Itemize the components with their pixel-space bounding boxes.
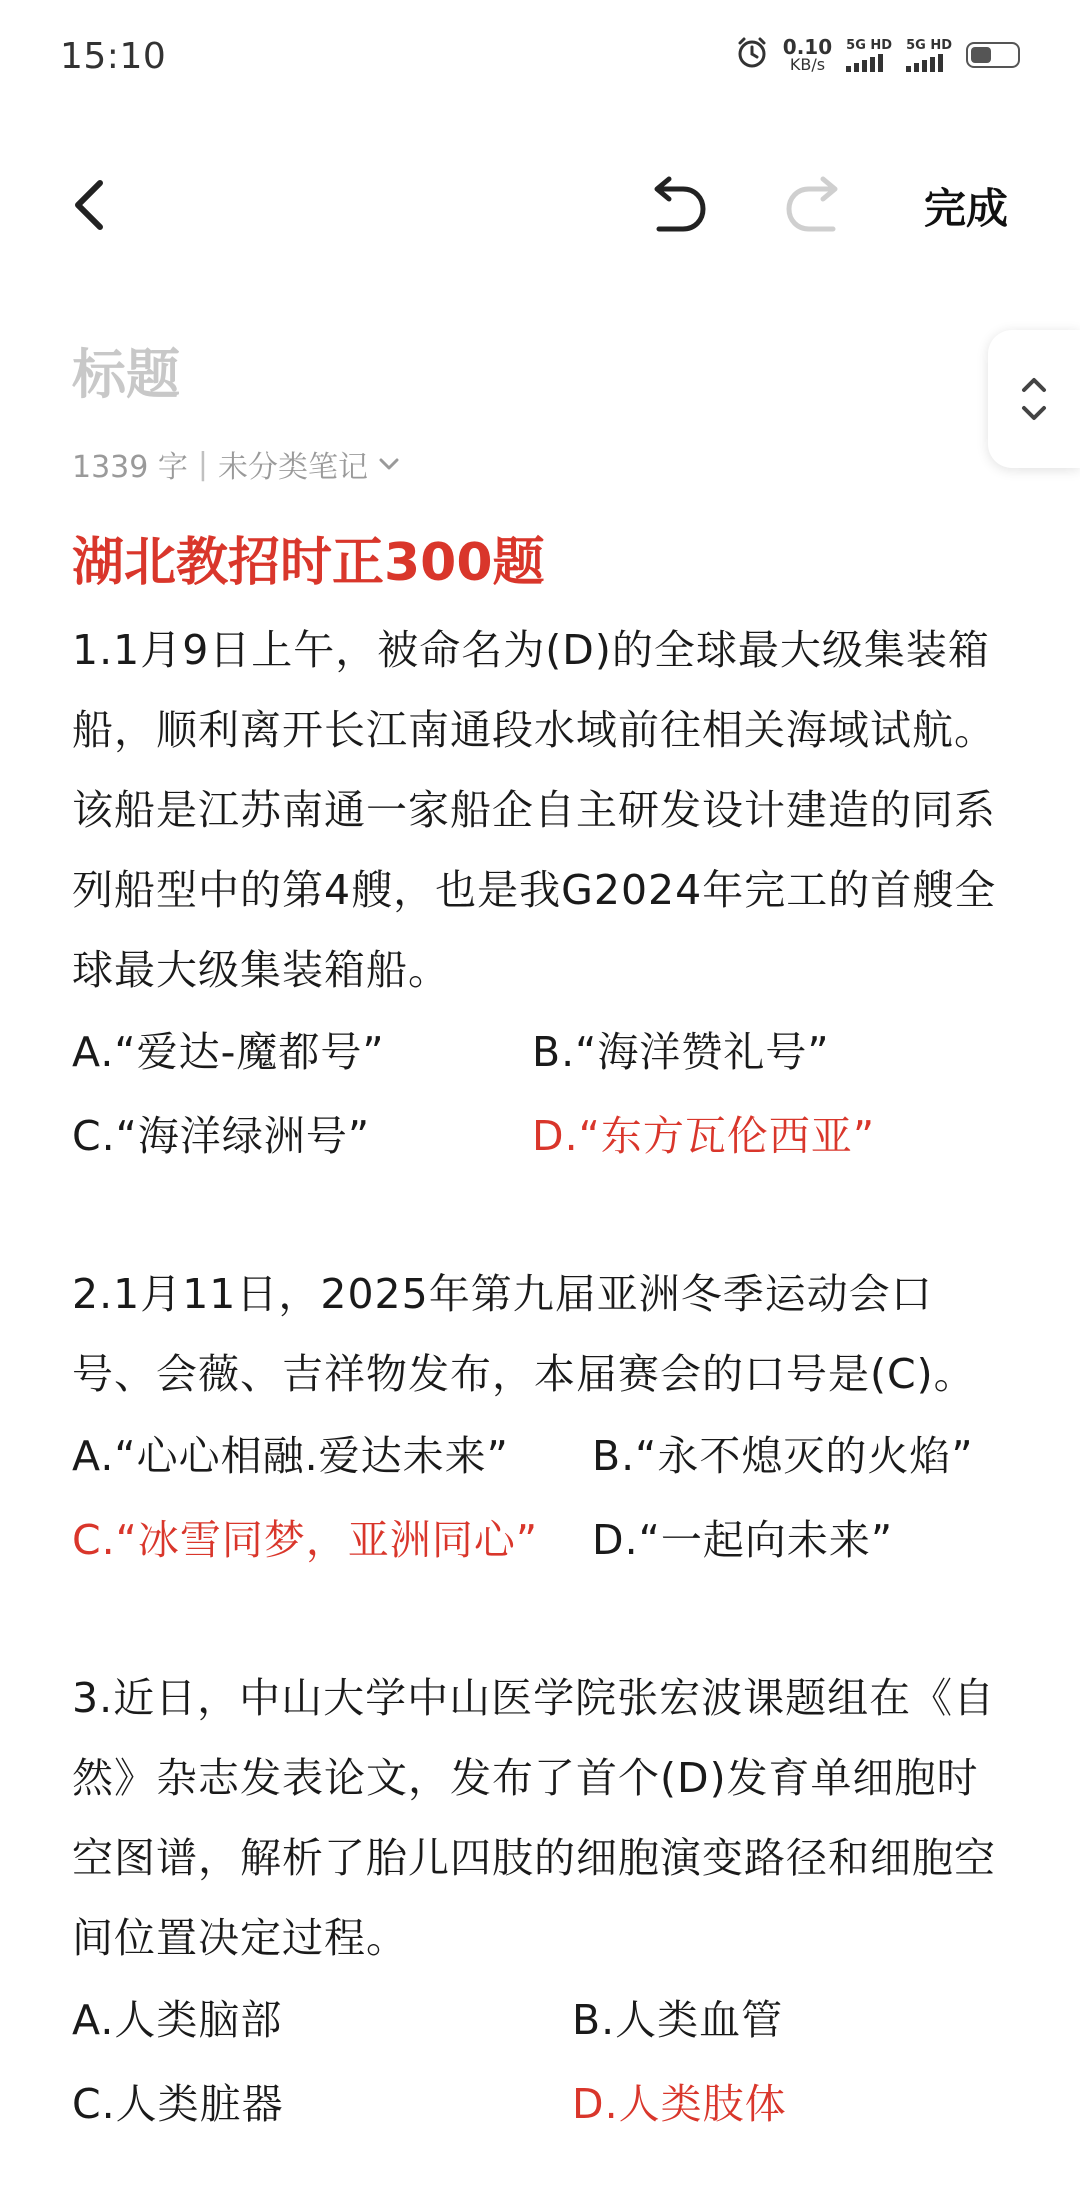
- status-icons: [735, 36, 1020, 74]
- alarm-icon: [735, 36, 769, 74]
- done-button[interactable]: 完成: [923, 184, 1008, 233]
- network-speed-value: 0.10: [782, 35, 833, 59]
- signal-icon: [906, 54, 943, 72]
- signal-sim2: [906, 39, 952, 72]
- option-d: D.“一起向未来”: [592, 1516, 894, 1564]
- category-selector[interactable]: 未分类笔记: [218, 450, 368, 485]
- option-d-correct: D.“东方瓦伦西亚”: [532, 1112, 876, 1160]
- signal-icon: [846, 54, 883, 72]
- note-heading: 湖北教招时正300题: [72, 533, 545, 593]
- chevron-down-icon[interactable]: [378, 457, 400, 471]
- note-body[interactable]: [72, 528, 1012, 2146]
- redo-button[interactable]: [776, 170, 856, 240]
- question-text: 3.近日，中山大学中山医学院张宏波课题组在《自然》杂志发表论文，发布了首个(D)发育单细胞时空图谱，解析了胎儿四肢的细胞演变路径和细胞空间位置决定过程。: [72, 1674, 996, 1962]
- status-time: 15:10: [60, 36, 167, 77]
- question-options: [72, 1010, 1012, 1178]
- option-c: C.“海洋绿洲号”: [72, 1112, 371, 1160]
- option-a: A.“爱达-魔都号”: [72, 1028, 385, 1076]
- question-text: 1.1月9日上午，被命名为(D)的全球最大级集装箱船，顺利离开长江南通段水域前往相关海域试航。该船是江苏南通一家船企自主研发设计建造的同系列船型中的第4艘，也是我G2024年完工的首艘全球最大级集装箱船。: [72, 626, 997, 994]
- option-a: A.人类脑部: [72, 1996, 283, 2044]
- scroll-up-icon[interactable]: [1020, 376, 1048, 394]
- network-speed-unit: KB/s: [789, 55, 826, 74]
- option-c-correct: C.“冰雪同梦，亚洲同心”: [72, 1516, 539, 1564]
- option-b: B.“永不熄灭的火焰”: [592, 1432, 974, 1480]
- option-b: B.人类血管: [572, 1996, 784, 2044]
- undo-button[interactable]: [636, 170, 716, 240]
- question-options: [72, 1414, 1012, 1582]
- back-button[interactable]: [60, 170, 120, 240]
- option-d-correct: D.人类肢体: [572, 2080, 787, 2128]
- chevron-left-icon: [70, 177, 110, 233]
- sim2-label: 5G HD: [906, 37, 952, 53]
- word-count: 1339 字: [72, 450, 188, 485]
- signal-sim1: [846, 39, 892, 72]
- scroll-nav: [988, 330, 1080, 468]
- scroll-down-icon[interactable]: [1020, 404, 1048, 422]
- battery-icon: [966, 42, 1020, 68]
- sim1-label: 5G HD: [846, 37, 893, 53]
- question-options: [72, 1978, 1012, 2146]
- title-input[interactable]: 标题: [72, 343, 180, 406]
- undo-icon: [643, 175, 709, 235]
- option-b: B.“海洋赞礼号”: [532, 1028, 830, 1076]
- option-c: C.人类脏器: [72, 2080, 284, 2128]
- question-text: 2.1月11日，2025年第九届亚洲冬季运动会口号、会薇、吉祥物发布，本届赛会的口号是(C)。: [72, 1270, 976, 1398]
- option-a: A.“心心相融.爱达未来”: [72, 1432, 509, 1480]
- meta-separator: |: [197, 446, 208, 482]
- redo-icon: [783, 175, 849, 235]
- note-meta: [72, 442, 400, 486]
- network-speed: [783, 37, 832, 73]
